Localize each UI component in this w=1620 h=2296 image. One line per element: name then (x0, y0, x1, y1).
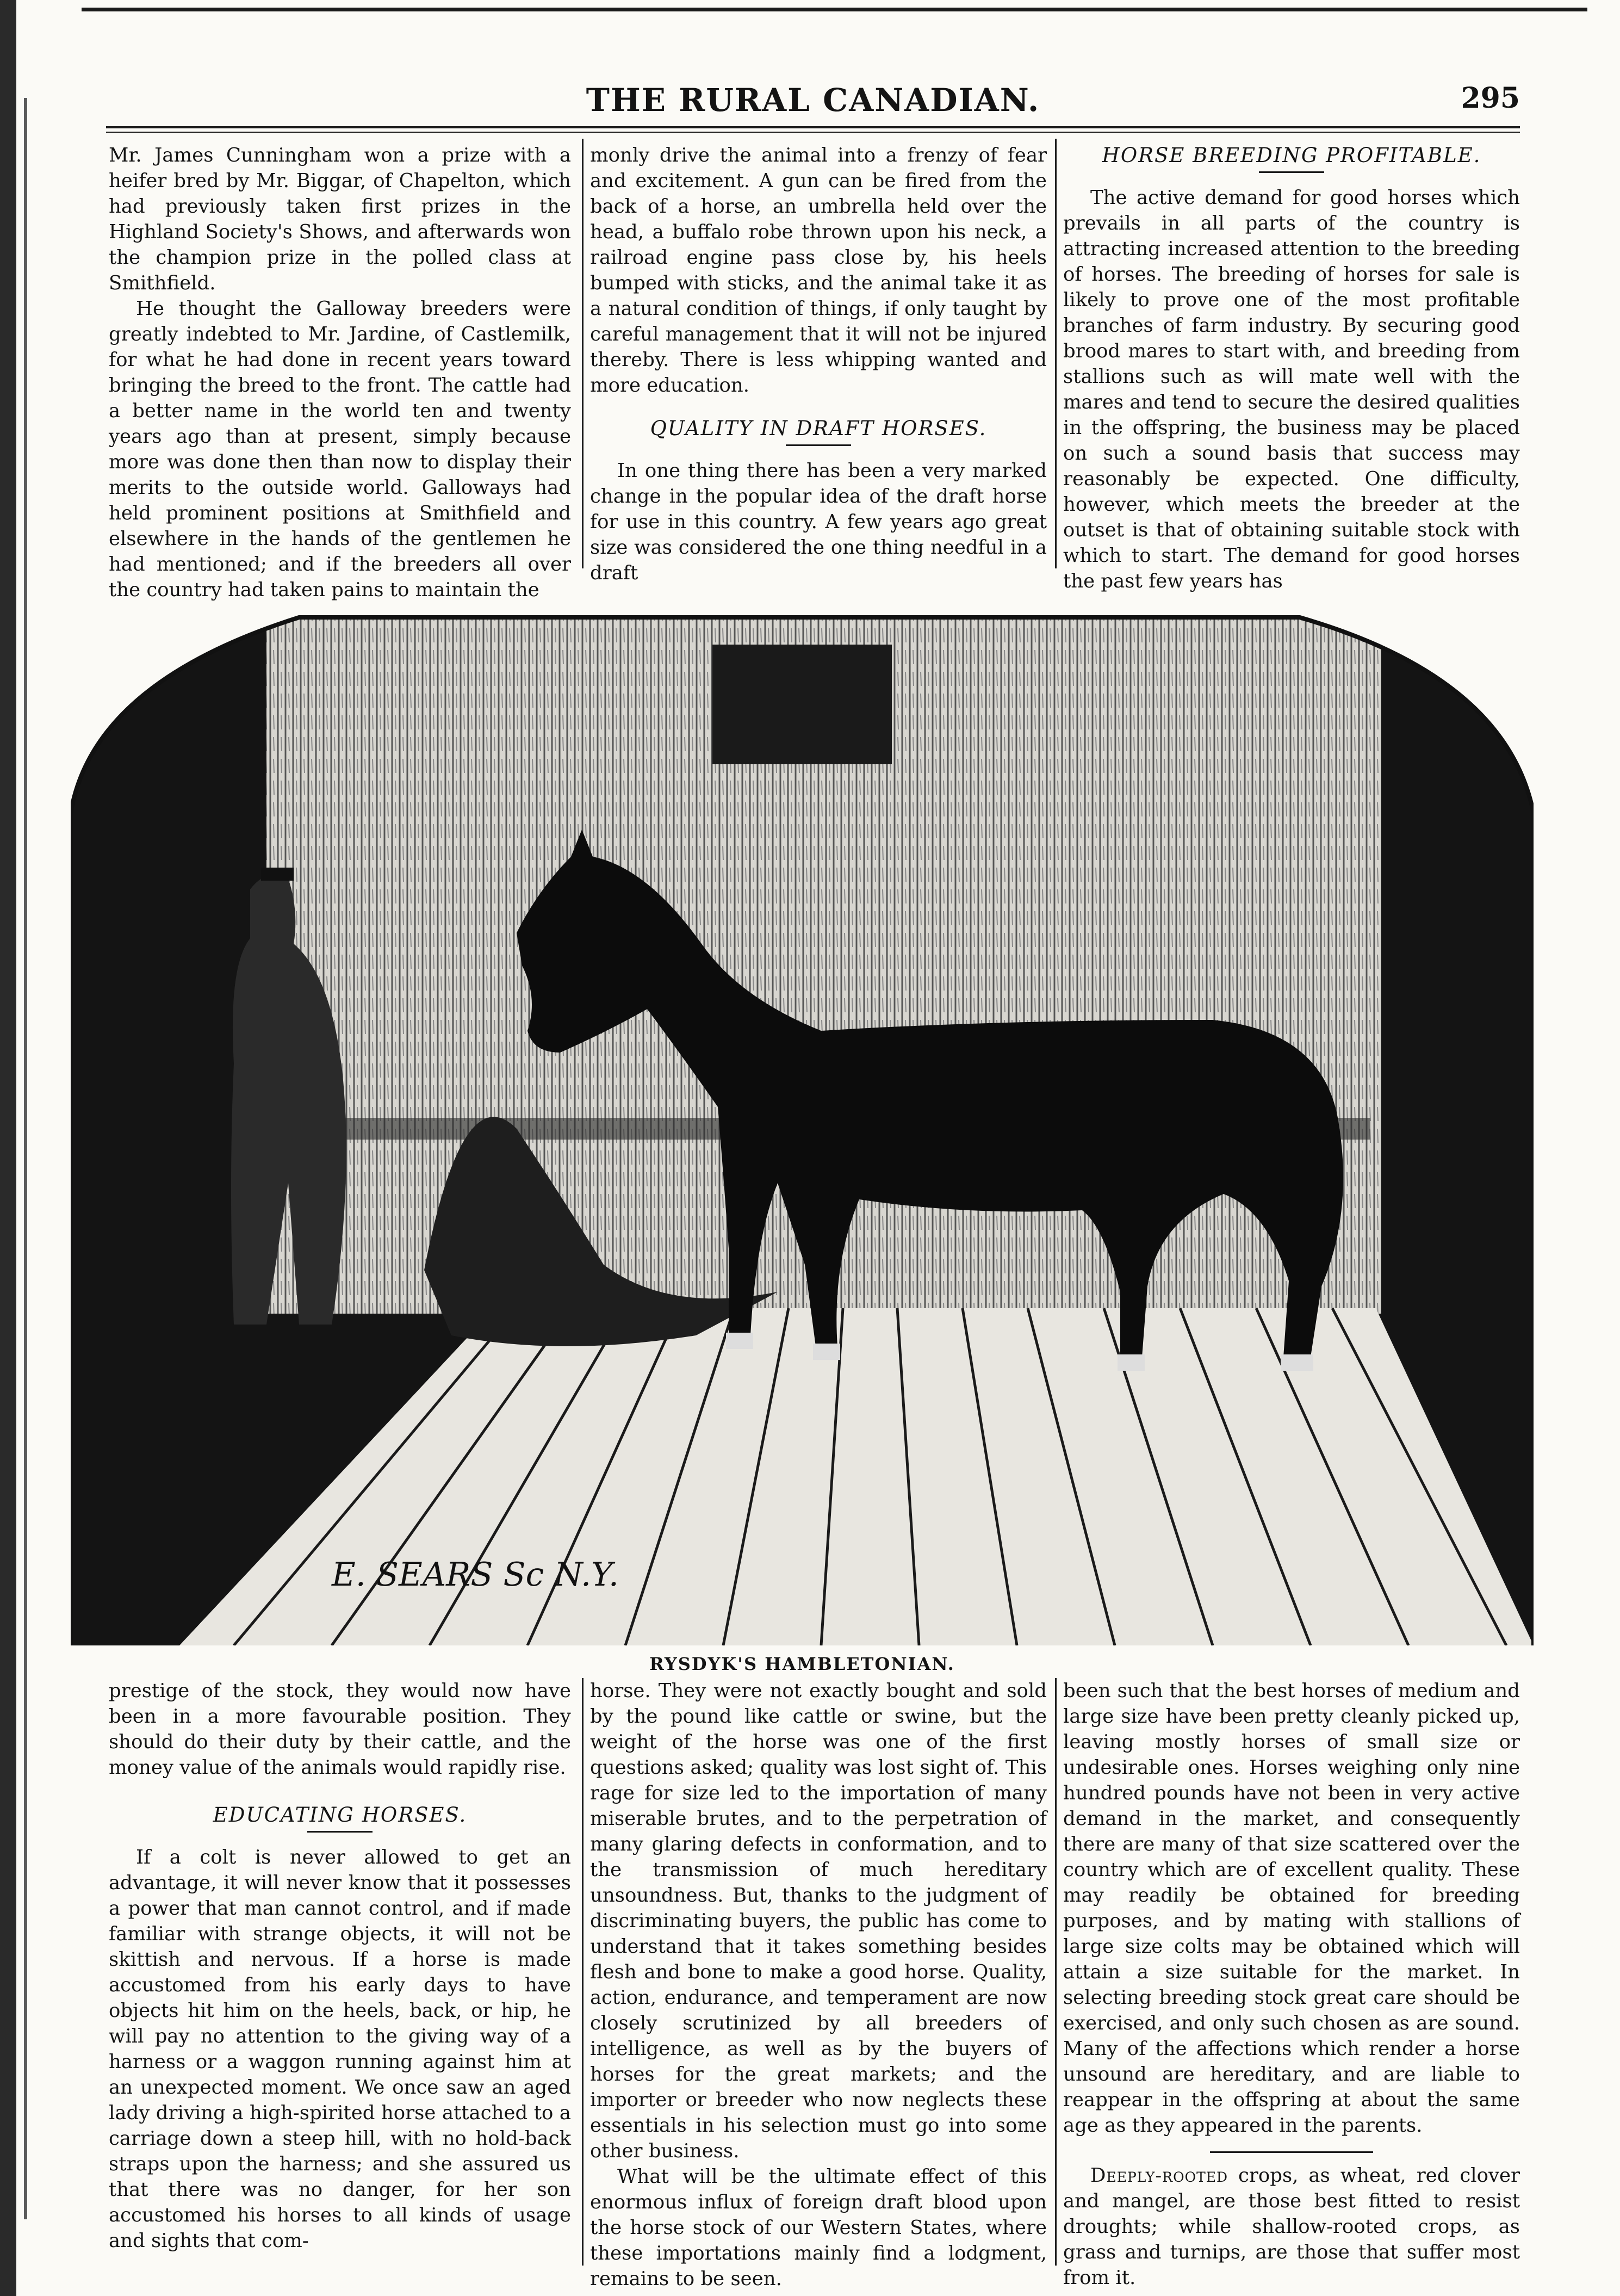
section-heading: QUALITY IN DRAFT HORSES. (650, 417, 987, 440)
running-header (106, 82, 1520, 131)
column-divider (582, 139, 584, 568)
heading-dash (307, 1831, 373, 1833)
top-border-rule (82, 8, 1587, 11)
heading-dash (1259, 171, 1324, 173)
figure-caption: RYSDYK'S HAMBLETONIAN. (649, 1654, 955, 1674)
top-column-2 (590, 143, 1047, 586)
paragraph (1063, 2163, 1520, 2291)
section-heading: HORSE BREEDING PROFITABLE. (1102, 144, 1481, 167)
paragraph-text: crops, as wheat, red clover and mangel, are those best fitted to resist droughts; while shallow-rooted crops, as grass and turnips, are those that suffer most from it. (1063, 2164, 1520, 2289)
top-column-3 (1063, 143, 1520, 594)
paragraph: monly drive the animal into a frenzy of fear and excitement. A gun can be fired from the back of a horse, an umbrella held over the head, a buffalo robe thrown upon his neck, a railroad engine pass close by, his heels bumped with sticks, and the animal take it as a natural condition of things, if only taught by careful management that it will not be injured thereby. There is less whipping wanted and more education. (590, 144, 1047, 397)
section-rule (1210, 2151, 1373, 2153)
page-binding-edge (0, 0, 16, 2296)
paragraph: prestige of the stock, they would now have been in a more favourable position. They should do their duty by their cattle, and the money value of the animals would rapidly rise. (109, 1680, 571, 1779)
paragraph: If a colt is never allowed to get an advantage, it will never know that it possesses a power that man cannot control, and if made familiar with strange objects, it will not be skittish and nervous. If a horse is made accustomed from his early days to have objects hit him on the heels, back, or hip, he will pay no attention to the giving way of a harness or a waggon running against him at an unexpected moment. We once saw an aged lady driving a high-spirited horse attached to a carriage down a steep hill, with no hold-back straps upon the harness; and she assured us that there was no danger, for her son accustomed his horses to all kinds of usage and sights that com- (109, 1846, 571, 2252)
section-heading: EDUCATING HORSES. (213, 1803, 467, 1827)
bottom-column-3 (1063, 1678, 1520, 2291)
paragraph: In one thing there has been a very marked change in the popular idea of the draft horse for use in this country. A few years ago great size was considered the one thing needful in a draft (590, 460, 1047, 584)
paragraph: been such that the best horses of medium and large size have been pretty cleanly picked up, leaving mostly horses of small size or undesirable ones. Horses weighing only nine hundred pounds have not been in very active demand in the market, and consequently there are many of that size scattered over the country which are of excellent quality. These may readily be obtained for breeding purposes, and by mating with stallions of large size colts may be obtained which will attain a size suitable for the market. In selecting breeding stock great care should be exercised, and only such chosen as are sound. Many of the affections which render a horse unsound are hereditary, and are liable to reappear in the offspring at about the same age as they appeared in the parents. (1063, 1680, 1520, 2137)
column-divider (1055, 139, 1057, 568)
column-divider (1055, 1678, 1057, 2266)
paragraph: The active demand for good horses which prevails in all parts of the country is attracting increased attention to the breeding of horses. The breeding of horses for sale is likely to prove one of the most profitable branches of farm industry. By securing good brood mares to start with, and breeding from stallions such as will mate well with the mares and tend to secure the desired qualities in the offspring, the business may be placed on such a sound basis that success may reasonably be expected. One difficulty, however, which meets the breeder at the outset is that of obtaining suitable stock with which to start. The demand for good horses the past few years has (1063, 187, 1520, 592)
newspaper-title: THE RURAL CANADIAN. (586, 82, 1040, 119)
engraver-signature: E. SEARS Sc N.Y. (332, 1556, 619, 1594)
heading-dash (786, 444, 851, 446)
column-divider (582, 1678, 584, 2266)
horse-engraving (71, 585, 1534, 1645)
paragraph: Mr. James Cunningham won a prize with a heifer bred by Mr. Biggar, of Chapelton, which had previously taken first prizes in the Highland Society's Shows, and afterwards won the champion prize in the polled class at Smithfield. (109, 144, 571, 294)
page-number: 295 (1461, 82, 1520, 115)
header-rule-thin (106, 132, 1520, 133)
header-rule (106, 126, 1520, 128)
paragraph: He thought the Galloway breeders were greatly indebted to Mr. Jardine, of Castlemilk, for what he had done in recent years toward bringing the breed to the front. The cattle had a better name in the world ten and twenty years ago than at present, simply because more was done then than now to display their merits to the outside world. Galloways had held prominent positions at Smithfield and elsewhere in the hands of the gentlemen he had mentioned; and if the breeders all over the country had taken pains to maintain the (109, 298, 571, 601)
lead-in: Deeply-rooted (1090, 2164, 1228, 2187)
page-binding-shadow (24, 98, 27, 2219)
paragraph: horse. They were not exactly bought and sold by the pound like cattle or swine, but the weight of the horse was one of the first questions asked; quality was lost sight of. This rage for size led to the importation of many miserable brutes, and to the perpetration of many glaring defects in conformation, and to the transmission of much hereditary unsoundness. But, thanks to the judgment of discriminating buyers, the public has come to understand that it takes something besides flesh and bone to make a good horse. Quality, action, endurance, and temperament are now closely scrutinized by all breeders of intelligence, as well as by the buyers of horses for the great markets; and the importer or breeder who now neglects these essentials in his selection must go into some other business. (590, 1680, 1047, 2162)
bottom-column-1 (109, 1678, 571, 2254)
bottom-column-2 (590, 1678, 1047, 2292)
engraving-image (71, 585, 1534, 1645)
paragraph: What will be the ultimate effect of this enormous influx of foreign draft blood upon the horse stock of our Western States, where these importations mainly find a lodgment, remains to be seen. (590, 2165, 1047, 2290)
top-column-1 (109, 143, 571, 603)
